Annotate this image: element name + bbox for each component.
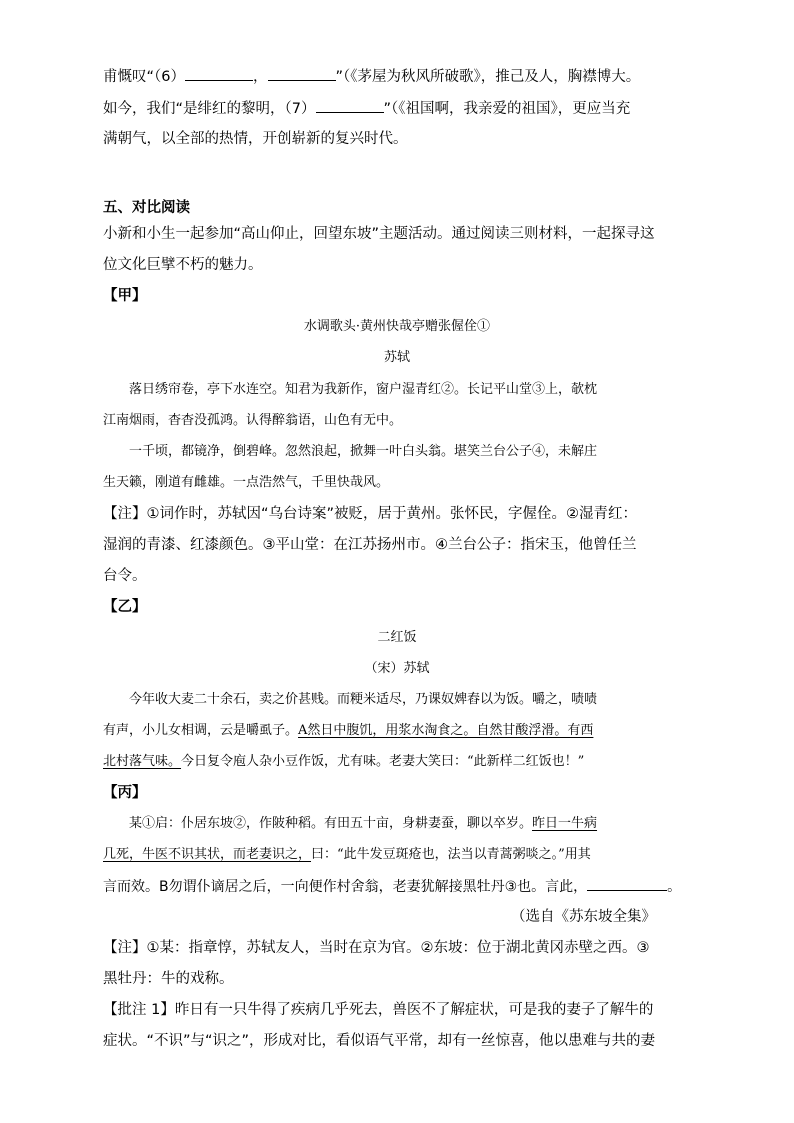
- text: ，: [253, 69, 268, 85]
- label-jia: 【甲】: [103, 288, 147, 304]
- jia-note-line-2: 湿润的青漆、红漆颜色。③平山堂：在江苏扬州市。④兰台公子：指宋玉，他曾任兰: [103, 537, 637, 553]
- underlined-sentence-1: 几死，牛医不识其状，而老妻识之，: [103, 847, 312, 862]
- text: 有声，小儿女相调，云是嚼虱子。: [103, 723, 299, 738]
- poem-line: 落日绣帘卷，亭下水连空。知君为我新作，窗户湿青红②。长记平山堂③上，欹枕: [129, 382, 598, 397]
- prose-line: [103, 721, 593, 741]
- section-heading: 五、对比阅读: [103, 200, 190, 216]
- poem-title: 水调歌头·黄州快哉亭赠张偓佺①: [303, 319, 491, 334]
- answer-blank-7[interactable]: [316, 98, 384, 113]
- answer-blank-6b[interactable]: [268, 66, 336, 81]
- poem-line: 生天籁，刚道有雌雄。一点浩然气，千里快哉风。: [103, 475, 390, 490]
- prose-title: 二红饭: [377, 630, 417, 645]
- text: ”（《茅屋为秋风所破歌》，推己及人，胸襟博大。: [335, 69, 641, 85]
- text: 如今，我们“是绯红的黎明，（7）: [103, 101, 316, 117]
- section-intro-line-2: 位文化巨擘不朽的魅力。: [103, 257, 263, 273]
- letter-line: [103, 845, 591, 865]
- text: 。: [667, 879, 682, 895]
- underlined-sentence-a: A然日中腹饥，用浆水淘食之。自然甘酸浮滑。有西: [298, 723, 594, 738]
- underlined-sentence-a: 北村落气味。: [103, 754, 182, 769]
- text: 言而效。B勿谓仆谪居之后，一向便作村舍翁，老妻犹解接黑牡丹③也。言此，: [103, 879, 588, 895]
- annotation-line-1: 【批注 1】昨日有一只牛得了疾病几乎死去，兽医不了解症状，可是我的妻子了解牛的: [103, 1002, 654, 1018]
- poem-recitation-line-1: [103, 66, 640, 87]
- underlined-sentence-1: 昨日一牛病: [532, 816, 598, 831]
- poem-author: 苏轼: [383, 350, 410, 365]
- letter-line: [129, 814, 597, 834]
- poem-recitation-line-3: 满朝气，以全部的热情，开创崭新的复兴时代。: [103, 131, 408, 147]
- section-intro-line-1: 小新和小生一起参加“高山仰止，回望东坡”主题活动。通过阅读三则材料，一起探寻这: [103, 226, 655, 242]
- bing-note-line-1: 【注】①某：指章惇，苏轼友人，当时在京为官。②东坡：位于湖北黄冈赤壁之西。③: [103, 940, 650, 956]
- jia-note-line-3: 台令。: [103, 568, 147, 584]
- label-bing: 【丙】: [103, 785, 147, 801]
- jia-note-line-1: 【注】①词作时，苏轼因“乌台诗案”被贬，居于黄州。张怀民，字偓佺。②湿青红：: [103, 506, 638, 522]
- letter-line: [103, 876, 681, 897]
- poem-line: 一千顷，都镜净，倒碧峰。忽然浪起，掀舞一叶白头翁。堪笑兰台公子④，未解庄: [129, 444, 598, 459]
- poem-recitation-line-2: [103, 98, 630, 119]
- prose-line: 今年收大麦二十余石，卖之价甚贱。而粳米适尽，乃课奴婢舂以为饭。嚼之，啧啧: [129, 692, 598, 707]
- answer-blank-6a[interactable]: [185, 66, 253, 81]
- bing-note-line-2: 黑牡丹：牛的戏称。: [103, 971, 234, 987]
- text: 某①启：仆居东坡②，作陂种稻。有田五十亩，身耕妻蚕，聊以卒岁。: [129, 816, 533, 831]
- prose-author: （宋）苏轼: [364, 661, 430, 676]
- text: 曰：“此牛发豆斑疮也，法当以青蒿粥啖之。”用其: [311, 847, 591, 862]
- text: 甫慨叹“（6）: [103, 69, 185, 85]
- answer-blank-letter[interactable]: [587, 876, 667, 891]
- annotation-line-2: 症状。“不识”与“识之”，形成对比，看似语气平常，却有一丝惊喜，他以患难与共的妻: [103, 1033, 656, 1049]
- text: ”（《祖国啊，我亲爱的祖国》，更应当充: [383, 101, 631, 117]
- text: 今日复令庖人杂小豆作饭，尤有味。老妻大笑曰：“此新样二红饭也！”: [181, 754, 585, 769]
- label-yi: 【乙】: [103, 599, 147, 615]
- prose-line: [103, 752, 584, 772]
- poem-line: 江南烟雨，杳杳没孤鸿。认得醉翁语，山色有无中。: [103, 413, 403, 428]
- source-citation: （选自《苏东坡全集》: [511, 909, 656, 925]
